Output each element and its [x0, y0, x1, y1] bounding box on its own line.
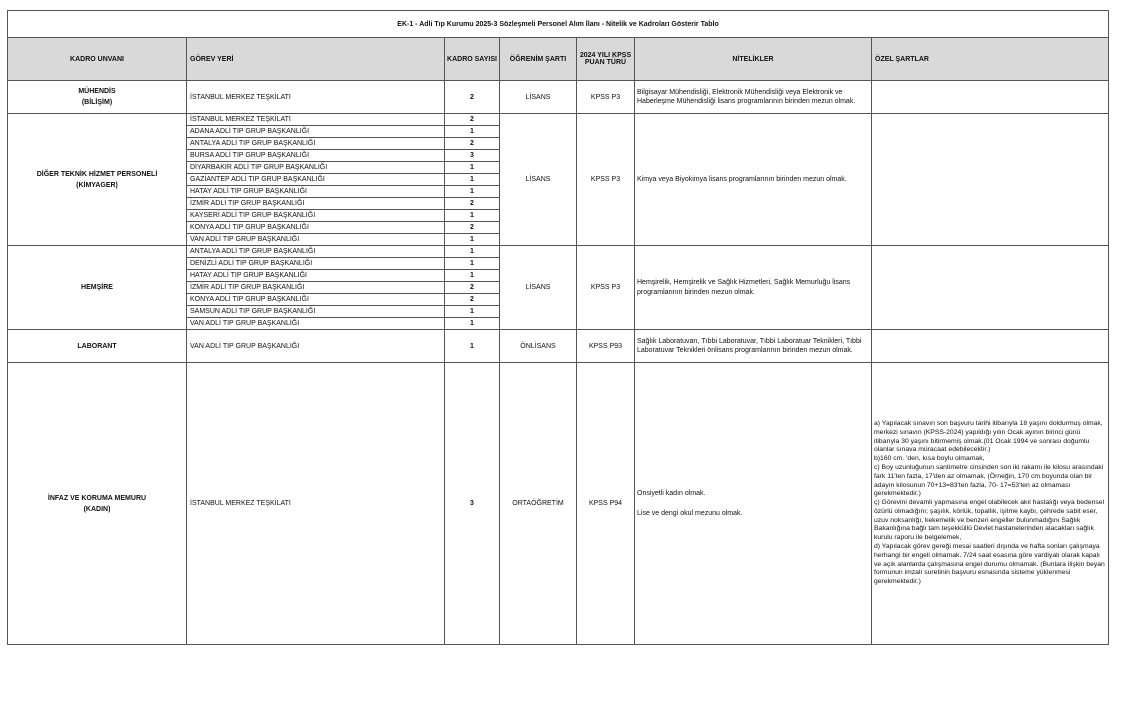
table-row	[8, 363, 1109, 645]
ozel-cell	[872, 246, 1109, 330]
gorev-yeri-cell: ANTALYA ADLİ TIP GRUP BAŞKANLIĞI	[187, 138, 445, 150]
ozel-cell	[872, 363, 1109, 645]
gorev-yeri-cell: ANTALYA ADLİ TIP GRUP BAŞKANLIĞI	[187, 246, 445, 258]
ozel-item: ç) Görevini devamlı yapmasına engel olabilecek akıl hastalığı veya bedensel özürlü olmadığını; şaşılık, körlük, topallık, işitme kaybı, çehrede sabit eser, uzuv noksanlığı, kekemelik ve benzeri engeller bulunmadığını Sağlık Bakanlığına bağlı tam teşekküllü Devlet hastanelerinden alacakları sağlık kurulu raporu ile belgelemek,	[874, 499, 1105, 542]
kadro-sayisi-cell: 1	[445, 330, 500, 363]
nitelik-cell	[635, 363, 872, 645]
ozel-item: a) Yapılacak sınavın son başvuru tarihi itibarıyla 18 yaşını doldurmuş olmak, merkezi sınavın (KPSS-2024) yapıldığı yılın Ocak ayının birinci günü itibarıyla 30 yaşını bitirmemiş olmak.(01 Ocak 1994 ve sonrası doğumlu olanlar sınava müracaat edebilecektir.)	[874, 419, 1103, 454]
gorev-yeri-cell: ADANA ADLİ TIP GRUP BAŞKANLIĞI	[187, 126, 445, 138]
table-row	[8, 246, 1109, 258]
unvan-cell	[8, 114, 187, 246]
header-kadro-sayisi: KADRO SAYISI	[445, 38, 500, 81]
unvan-title: İNFAZ VE KORUMA MEMURU	[47, 494, 147, 502]
kadro-sayisi-cell: 2	[445, 294, 500, 306]
nitelik-line: Onsiyetli kadın olmak.	[637, 490, 706, 497]
unvan-cell	[8, 81, 187, 114]
ogrenim-cell: ÖNLİSANS	[500, 330, 577, 363]
gorev-yeri-cell: BURSA ADLİ TIP GRUP BAŞKANLIĞI	[187, 150, 445, 162]
kadro-sayisi-cell: 2	[445, 198, 500, 210]
kadro-sayisi-cell: 1	[445, 246, 500, 258]
nitelik-cell: Hemşirelik, Hemşirelik ve Sağlık Hizmetleri, Sağlık Memurluğu lisans programlarının birinden mezun olmak.	[635, 246, 872, 330]
kadro-sayisi-cell: 1	[445, 306, 500, 318]
kadro-sayisi-cell: 1	[445, 186, 500, 198]
gorev-yeri-cell: KONYA ADLİ TIP GRUP BAŞKANLIĞI	[187, 222, 445, 234]
gorev-yeri-cell: VAN ADLİ TIP GRUP BAŞKANLIĞI	[187, 318, 445, 330]
kadro-sayisi-cell: 1	[445, 210, 500, 222]
header-kpss-puan-turu: 2024 YILI KPSS PUAN TÜRÜ	[577, 38, 635, 81]
gorev-yeri-cell: VAN ADLİ TIP GRUP BAŞKANLIĞI	[187, 234, 445, 246]
kadro-sayisi-cell: 1	[445, 162, 500, 174]
unvan-title: DİĞER TEKNİK HİZMET PERSONELİ	[36, 170, 158, 178]
kadro-sayisi-cell: 3	[445, 363, 500, 645]
gorev-yeri-cell: KAYSERİ ADLİ TIP GRUP BAŞKANLIĞI	[187, 210, 445, 222]
puan-cell: KPSS P93	[577, 330, 635, 363]
kadro-sayisi-cell: 3	[445, 150, 500, 162]
kadro-sayisi-cell: 1	[445, 258, 500, 270]
kadro-sayisi-cell: 1	[445, 318, 500, 330]
unvan-title: MÜHENDİS	[78, 88, 116, 95]
ozel-cell	[872, 81, 1109, 114]
gorev-yeri-cell: SAMSUN ADLİ TIP GRUP BAŞKANLIĞI	[187, 306, 445, 318]
unvan-cell	[8, 363, 187, 645]
ogrenim-cell: LİSANS	[500, 81, 577, 114]
header-nitelikler: NİTELİKLER	[635, 38, 872, 81]
header-kadro-unvani: KADRO UNVANI	[8, 38, 187, 81]
nitelik-cell: Bilgisayar Mühendisliği, Elektronik Mühendisliği veya Elektronik ve Haberleşme Mühendisliği lisans programlarının birinden mezun olmak.	[635, 81, 872, 114]
ozel-item: b)160 cm. 'den, kısa boylu olmamak,	[874, 455, 985, 463]
gorev-yeri-cell: İSTANBUL MERKEZ TEŞKİLATI	[187, 81, 445, 114]
gorev-yeri-cell: İZMİR ADLİ TIP GRUP BAŞKANLIĞI	[187, 198, 445, 210]
kadro-sayisi-cell: 1	[445, 174, 500, 186]
kadro-sayisi-cell: 2	[445, 222, 500, 234]
table-row	[8, 81, 1109, 114]
puan-cell: KPSS P3	[577, 114, 635, 246]
unvan-subtitle: (BİLİŞİM)	[81, 99, 113, 106]
kadro-sayisi-cell: 1	[445, 270, 500, 282]
kadro-sayisi-cell: 2	[445, 282, 500, 294]
unvan-cell: HEMŞİRE	[8, 246, 187, 330]
personnel-table	[7, 10, 1109, 645]
header-ozel-sartlar: ÖZEL ŞARTLAR	[872, 38, 1109, 81]
table-row	[8, 330, 1109, 363]
gorev-yeri-cell: İSTANBUL MERKEZ TEŞKİLATI	[187, 114, 445, 126]
puan-cell: KPSS P94	[577, 363, 635, 645]
kadro-sayisi-cell: 1	[445, 126, 500, 138]
gorev-yeri-cell: İSTANBUL MERKEZ TEŞKİLATI	[187, 363, 445, 645]
gorev-yeri-cell: HATAY ADLİ TIP GRUP BAŞKANLIĞI	[187, 186, 445, 198]
puan-cell: KPSS P3	[577, 246, 635, 330]
kadro-sayisi-cell: 2	[445, 138, 500, 150]
gorev-yeri-cell: İZMİR ADLİ TIP GRUP BAŞKANLIĞI	[187, 282, 445, 294]
kadro-sayisi-cell: 2	[445, 114, 500, 126]
kadro-sayisi-cell: 2	[445, 81, 500, 114]
gorev-yeri-cell: KONYA ADLİ TIP GRUP BAŞKANLIĞI	[187, 294, 445, 306]
nitelik-cell: Sağlık Laboratuvarı, Tıbbi Laboratuvar, Tıbbi Laboratuar Teknikleri, Tıbbi Laboratuvar Teknikleri önlisans programlarının birinden mezun olmak.	[635, 330, 872, 363]
unvan-subtitle: (KİMYAGER)	[76, 181, 118, 189]
table-title: EK-1 - Adli Tıp Kurumu 2025-3 Sözleşmeli Personel Alım İlanı - Nitelik ve Kadroları Gösterir Tablo	[8, 11, 1109, 38]
ozel-item: d) Yapılacak görev gereği mesai saatleri dışında ve hafta sonları çalışmaya herhangi bir engeli olmamak. 7/24 saat esasına göre vardiyalı olarak kapalı ve açık alanlarda çalışmasına engel durumu olmamak. (Bunlara ilişkin beyan formunun imzalı suretinin başvuru esnasında sisteme yüklenmesi gerekmektedir.)	[874, 543, 1105, 586]
gorev-yeri-cell: HATAY ADLİ TIP GRUP BAŞKANLIĞI	[187, 270, 445, 282]
ozel-item: c) Boy uzunluğunun santimetre cinsinden son iki rakamı ile kilosu arasındaki fark 11'ten fazla, 17'den az olmamak, (Örneğin, 170 cm boyunda olan bir adayın kilosunun 70+13=83'ten fazla, 70- 17=53'ten az olmaması gerekmektedir.)	[874, 463, 1104, 498]
ogrenim-cell: LİSANS	[500, 114, 577, 246]
ogrenim-cell: LİSANS	[500, 246, 577, 330]
ozel-cell	[872, 114, 1109, 246]
gorev-yeri-cell: VAN ADLİ TIP GRUP BAŞKANLIĞI	[187, 330, 445, 363]
ogrenim-cell: ORTAÖĞRETİM	[500, 363, 577, 645]
unvan-cell: LABORANT	[8, 330, 187, 363]
kadro-sayisi-cell: 1	[445, 234, 500, 246]
gorev-yeri-cell: DİYARBAKIR ADLİ TIP GRUP BAŞKANLIĞI	[187, 162, 445, 174]
gorev-yeri-cell: GAZİANTEP ADLİ TIP GRUP BAŞKANLIĞI	[187, 174, 445, 186]
nitelik-cell: Kimya veya Biyokimya lisans programlarının birinden mezun olmak.	[635, 114, 872, 246]
header-gorev-yeri: GÖREV YERİ	[187, 38, 445, 81]
unvan-subtitle: (KADIN)	[83, 505, 111, 513]
header-ogrenim-sarti: ÖĞRENİM ŞARTI	[500, 38, 577, 81]
gorev-yeri-cell: DENİZLİ ADLİ TIP GRUP BAŞKANLIĞI	[187, 258, 445, 270]
ozel-cell	[872, 330, 1109, 363]
puan-cell: KPSS P3	[577, 81, 635, 114]
nitelik-line: Lise ve dengi okul mezunu olmak.	[637, 509, 743, 517]
table-row	[8, 114, 1109, 126]
